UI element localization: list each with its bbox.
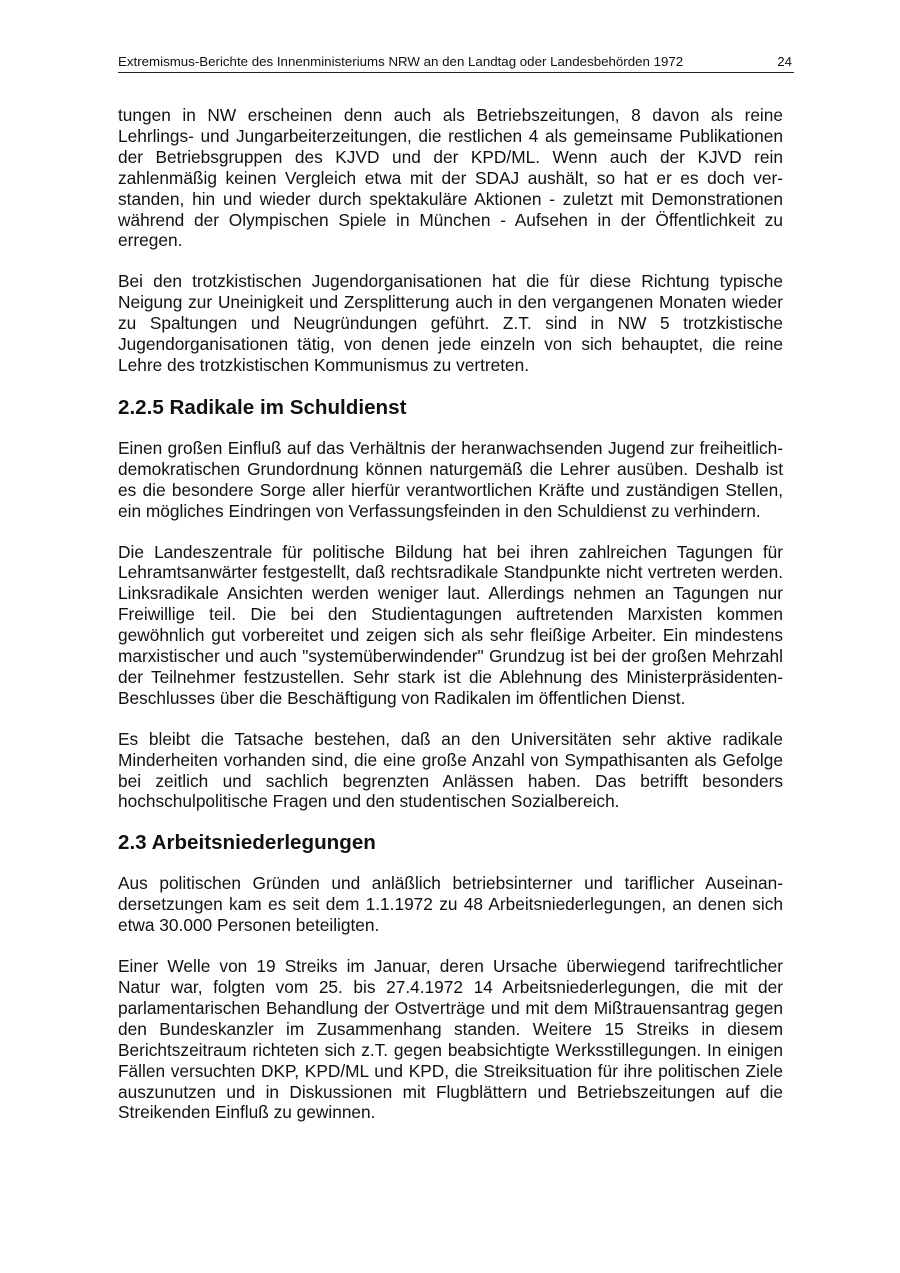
- section-heading: 2.3 Arbeitsniederlegungen: [118, 831, 376, 855]
- paragraph: Es bleibt die Tatsache bestehen, daß an den Universitäten sehr aktive radikale Minderheiten vorhanden sind, die eine große Anzahl von Sympathisanten als Gefolge bei zeitlich und sachlich begrenzten Anlässen haben. Das betrifft besonders hochschulpolitische Fragen und den studentischen Sozialbereich.: [118, 728, 783, 812]
- section-heading: 2.2.5 Radikale im Schuldienst: [118, 395, 407, 419]
- body-text: [118, 105, 783, 1123]
- paragraph: Die Landeszentrale für politische Bildung hat bei ihren zahlreichen Tagungen für Lehramtsanwärter festgestellt, daß rechtsradikale Standpunkte nicht vertreten werden. Linksradikale Ansichten werden weniger laut. Allerdings nehmen an Tagungen nur Freiwillige teil. Die bei den Studientagungen auftretenden Marxisten kommen gewöhnlich gut vorbereitet und zeigen sich als sehr fleißige Arbeiter. Ein mindestens marxistischer und auch "systemüberwindender" Grundzug ist bei der großen Mehrzahl der Teilnehmer festzustellen. Sehr stark ist die Ablehnung des Ministerpräsidenten-Beschlusses über die Beschäftigung von Radikalen im öffentlichen Dienst.: [118, 541, 783, 708]
- paragraph: Einer Welle von 19 Streiks im Januar, deren Ursache überwiegend tarifrechtlicher Natur war, folgten vom 25. bis 27.4.1972 14 Arbeitsniederlegungen, die mit der parlamentarischen Behandlung der Ostverträge und mit dem Mißtrauensantrag gegen den Bundeskanzler im Zusammenhang standen. Weitere 15 Streiks in diesem Berichtszeitraum richteten sich z.T. gegen beabsichtigte Werksstillegungen. In einigen Fällen versuchten DKP, KPD/ML und KPD, die Streiksituation für ihre politischen Ziele auszunutzen und in Diskussionen mit Flugblättern und Betriebszeitungen auf die Streikenden Einfluß zu gewinnen.: [118, 956, 783, 1123]
- paragraph: Aus politischen Gründen und anläßlich betriebsinterner und tariflicher Auseinandersetzungen kam es seit dem 1.1.1972 zu 48 Arbeitsniederlegungen, an denen sich etwa 30.000 Personen beteiligten.: [118, 873, 783, 936]
- page-number: 24: [777, 54, 792, 69]
- paragraph: Bei den trotzkistischen Jugendorganisationen hat die für diese Richtung typische Neigung zur Uneinigkeit und Zersplitterung auch in den vergangenen Monaten wieder zu Spaltungen und Neugründungen geführt. Z.T. sind in NW 5 trotzkistische Jugendorganisationen tätig, von denen jede einzeln von sich behauptet, die reine Lehre des trotzkistischen Kommunismus zu vertreten.: [118, 271, 783, 375]
- paragraph: tungen in NW erscheinen denn auch als Betriebszeitungen, 8 davon als reine Lehrlings- und Jungarbeiterzeitungen, die restlichen 4 als gemeinsame Publikationen der Betriebsgruppen des KJVD und der KPD/ML. Wenn auch der KJVD rein zahlenmäßig keinen Vergleich etwa mit der SDAJ aushält, so hat er es doch verstanden, hin und wieder durch spektakuläre Aktionen - zuletzt mit Demonstrationen während der Olympischen Spiele in München - Aufsehen in der Öffentlichkeit zu erregen.: [118, 105, 783, 251]
- header-title: Extremismus-Berichte des Innenministeriums NRW an den Landtag oder Landesbehörden 1972: [118, 54, 684, 69]
- paragraph: Einen großen Einfluß auf das Verhältnis der heranwachsenden Jugend zur freiheitlich-demokratischen Grundordnung können naturgemäß die Lehrer ausüben. Deshalb ist es die besondere Sorge aller hierfür verantwortlichen Kräfte und zuständigen Stellen, ein mögliches Eindringen von Verfassungsfeinden in den Schuldienst zu verhindern.: [118, 437, 783, 521]
- running-header: [118, 52, 794, 73]
